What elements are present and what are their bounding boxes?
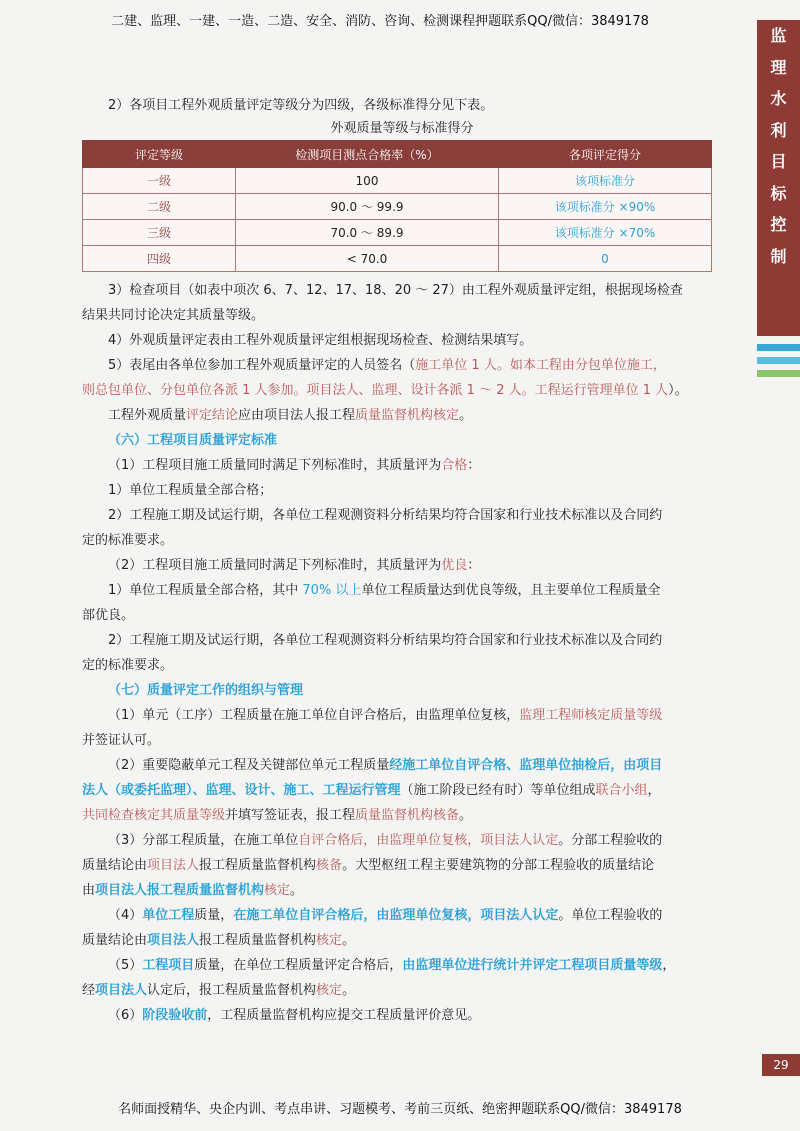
text: 应由项目法人报工程 bbox=[238, 408, 356, 423]
paragraph-line: 定的标准要求。 bbox=[82, 658, 174, 673]
highlight-text: 质量监督机构核定 bbox=[355, 408, 460, 423]
paragraph-line bbox=[82, 453, 722, 478]
text: 单位工程质量达到优良等级，且主要单位工程质量全 bbox=[361, 583, 661, 598]
paragraph-line bbox=[82, 703, 722, 728]
paragraph-line bbox=[82, 803, 722, 828]
text: 质量， bbox=[194, 908, 234, 923]
highlight-text: 70% 以上 bbox=[302, 583, 362, 598]
paragraph-line bbox=[82, 828, 722, 853]
text: 质量结论由 bbox=[82, 933, 148, 948]
paragraph-line: 2）工程施工期及试运行期，各单位工程观测资料分析结果均符合国家和行业技术标准以及合同约 bbox=[108, 508, 663, 523]
highlight-text: 合格 bbox=[441, 458, 468, 473]
text: 经 bbox=[82, 983, 96, 998]
paragraph-line bbox=[82, 903, 722, 928]
paragraph-line bbox=[82, 578, 722, 603]
paragraph-line bbox=[82, 953, 722, 978]
text: 并填写签证表，报工程 bbox=[225, 808, 356, 823]
text: 。 bbox=[342, 933, 356, 948]
text: 。 bbox=[459, 408, 473, 423]
highlight-text: 法人（或委托监理）、监理、设计、施工、工程运行管理 bbox=[82, 783, 401, 798]
highlight-text: 经施工单位自评合格、监理单位抽检后，由项目 bbox=[389, 758, 663, 773]
highlight-text: 自评合格后，由监理单位复核，项目法人认定 bbox=[298, 833, 559, 848]
text: 。单位工程验收的 bbox=[558, 908, 663, 923]
paragraph-line: 部优良。 bbox=[82, 608, 135, 623]
paragraph-line bbox=[82, 753, 722, 778]
text: 。 bbox=[290, 883, 304, 898]
paragraph-line bbox=[82, 403, 722, 428]
text: 1）单位工程质量全部合格，其中 bbox=[108, 583, 303, 598]
text: 。 bbox=[342, 983, 356, 998]
side-tab-char: 利 bbox=[770, 120, 787, 140]
highlight-text: 核定 bbox=[316, 933, 343, 948]
text: （1）工程项目施工质量同时满足下列标准时，其质量评为 bbox=[108, 458, 442, 473]
text: ）。 bbox=[668, 383, 688, 398]
highlight-text: 项目法人 bbox=[147, 858, 200, 873]
section-title: （七）质量评定工作的组织与管理 bbox=[108, 683, 304, 698]
highlight-text: 质量监督机构核备 bbox=[355, 808, 460, 823]
highlight-text: 监理工程师核定质量等级 bbox=[519, 708, 663, 723]
text: 。 bbox=[459, 808, 473, 823]
highlight-text: 共同检查核定其质量等级 bbox=[82, 808, 226, 823]
table-caption: 外观质量等级与标准得分 bbox=[330, 121, 474, 136]
text: 5）表尾由各单位参加工程外观质量评定的人员签名（ bbox=[108, 358, 416, 373]
grade-cell: 一级 bbox=[83, 168, 236, 194]
footer-banner: 名师面授精华、央企内训、考点串讲、习题模考、考前三页纸、绝密押题联系QQ/微信：3849178 bbox=[118, 1102, 682, 1117]
side-tab-char: 制 bbox=[770, 246, 787, 266]
text: （施工阶段已经有时）等单位组成 bbox=[400, 783, 596, 798]
table-row bbox=[83, 220, 712, 246]
paragraph-line bbox=[82, 778, 722, 803]
paragraph-line bbox=[82, 553, 722, 578]
rate-cell: 100 bbox=[236, 168, 499, 194]
table-row bbox=[83, 194, 712, 220]
grade-cell: 四级 bbox=[83, 246, 236, 272]
text: ： bbox=[467, 458, 481, 473]
highlight-text: 核定 bbox=[264, 883, 291, 898]
decorative-stripes bbox=[757, 344, 800, 383]
text: （6） bbox=[108, 1008, 143, 1023]
highlight-text: 单位工程 bbox=[142, 908, 195, 923]
intro-line: 2）各项目工程外观质量评定等级分为四级，各级标准得分见下表。 bbox=[108, 98, 494, 113]
table-row bbox=[83, 246, 712, 272]
paragraph-line: 2）工程施工期及试运行期，各单位工程观测资料分析结果均符合国家和行业技术标准以及合同约 bbox=[108, 633, 663, 648]
score-cell: 该项标准分 bbox=[499, 168, 712, 194]
paragraph-line bbox=[82, 928, 722, 953]
header-banner: 二建、监理、一建、一造、二造、安全、消防、咨询、检测课程押题联系QQ/微信：3849178 bbox=[111, 14, 649, 29]
text: （3）分部工程质量，在施工单位 bbox=[108, 833, 299, 848]
rate-cell: 90.0 ～ 99.9 bbox=[236, 194, 499, 220]
text: （4） bbox=[108, 908, 143, 923]
highlight-text: 在施工单位自评合格后，由监理单位复核，项目法人认定 bbox=[233, 908, 559, 923]
side-tab-char: 控 bbox=[770, 215, 787, 234]
paragraph-line: 结果共同讨论决定其质量等级。 bbox=[82, 308, 265, 323]
text: ， bbox=[647, 783, 661, 798]
text: 由 bbox=[82, 883, 96, 898]
col-header: 各项评定得分 bbox=[499, 141, 712, 168]
paragraph-line: 4）外观质量评定表由工程外观质量评定组根据现场检查、检测结果填写。 bbox=[108, 333, 533, 348]
text: 质量结论由 bbox=[82, 858, 148, 873]
text: 报工程质量监督机构 bbox=[199, 858, 317, 873]
paragraph-line: 3）检查项目（如表中项次 6、7、12、17、18、20 ～ 27）由工程外观质量评定组，根据现场检查 bbox=[108, 283, 683, 298]
paragraph-line bbox=[82, 378, 722, 403]
score-cell: 该项标准分 ×90% bbox=[499, 194, 712, 220]
side-category-tab bbox=[757, 20, 800, 336]
side-tab-char: 监 bbox=[770, 26, 787, 45]
paragraph-line: 1）单位工程质量全部合格； bbox=[108, 483, 273, 498]
highlight-text: 工程项目 bbox=[142, 958, 195, 973]
paragraph-line bbox=[82, 353, 722, 378]
rate-cell: < 70.0 bbox=[236, 246, 499, 272]
text: ， bbox=[662, 958, 676, 973]
text: （5） bbox=[108, 958, 143, 973]
side-tab-char: 目 bbox=[770, 152, 787, 171]
text: （1）单元（工序）工程质量在施工单位自评合格后，由监理单位复核， bbox=[108, 708, 520, 723]
side-tab-char: 水 bbox=[770, 89, 787, 108]
score-cell: 0 bbox=[499, 246, 712, 272]
text: 报工程质量监督机构 bbox=[199, 933, 317, 948]
paragraph-line bbox=[82, 1003, 722, 1028]
highlight-text: 优良 bbox=[441, 558, 468, 573]
highlight-text: 项目法人 bbox=[147, 933, 200, 948]
rate-cell: 70.0 ～ 89.9 bbox=[236, 220, 499, 246]
document-body bbox=[82, 93, 722, 1028]
paragraph-line: 并签证认可。 bbox=[82, 733, 161, 748]
highlight-text: 项目法人报工程质量监督机构 bbox=[95, 883, 265, 898]
text: 工程外观质量 bbox=[108, 408, 187, 423]
highlight-text: 评定结论 bbox=[186, 408, 239, 423]
highlight-text: 施工单位 1 人。如本工程由分包单位施工， bbox=[415, 358, 666, 373]
section-title: （六）工程项目质量评定标准 bbox=[108, 433, 278, 448]
col-header: 评定等级 bbox=[83, 141, 236, 168]
grade-cell: 二级 bbox=[83, 194, 236, 220]
text: 。分部工程验收的 bbox=[558, 833, 663, 848]
highlight-text: 项目法人 bbox=[95, 983, 148, 998]
paragraph-line bbox=[82, 853, 722, 878]
highlight-text: 阶段验收前 bbox=[142, 1008, 208, 1023]
highlight-text: 由监理单位进行统计并评定工程项目质量等级 bbox=[402, 958, 663, 973]
score-cell: 该项标准分 ×70% bbox=[499, 220, 712, 246]
text: 认定后，报工程质量监督机构 bbox=[147, 983, 317, 998]
highlight-text: 则总包单位、分包单位各派 1 人参加。项目法人、监理、设计各派 1 ～ 2 人。工程运行管理单位 1 人 bbox=[82, 383, 669, 398]
text: （2）工程项目施工质量同时满足下列标准时，其质量评为 bbox=[108, 558, 442, 573]
quality-grade-table bbox=[82, 140, 712, 272]
highlight-text: 核备 bbox=[316, 858, 343, 873]
text: ： bbox=[467, 558, 481, 573]
grade-cell: 三级 bbox=[83, 220, 236, 246]
paragraph-line bbox=[82, 878, 722, 903]
side-tab-char: 标 bbox=[770, 183, 787, 203]
table-row bbox=[83, 168, 712, 194]
side-tab-char: 理 bbox=[770, 57, 787, 77]
text: ，工程质量监督机构应提交工程质量评价意见。 bbox=[207, 1008, 481, 1023]
page-number: 29 bbox=[762, 1054, 800, 1076]
text: 。大型枢纽工程主要建筑物的分部工程验收的质量结论 bbox=[342, 858, 655, 873]
paragraph-line bbox=[82, 978, 722, 1003]
highlight-text: 核定 bbox=[316, 983, 343, 998]
highlight-text: 联合小组 bbox=[595, 783, 648, 798]
paragraph-line: 定的标准要求。 bbox=[82, 533, 174, 548]
text: （2）重要隐蔽单元工程及关键部位单元工程质量 bbox=[108, 758, 390, 773]
col-header: 检测项目测点合格率（%） bbox=[236, 141, 499, 168]
text: 质量，在单位工程质量评定合格后， bbox=[194, 958, 403, 973]
table-header-row bbox=[83, 141, 712, 168]
